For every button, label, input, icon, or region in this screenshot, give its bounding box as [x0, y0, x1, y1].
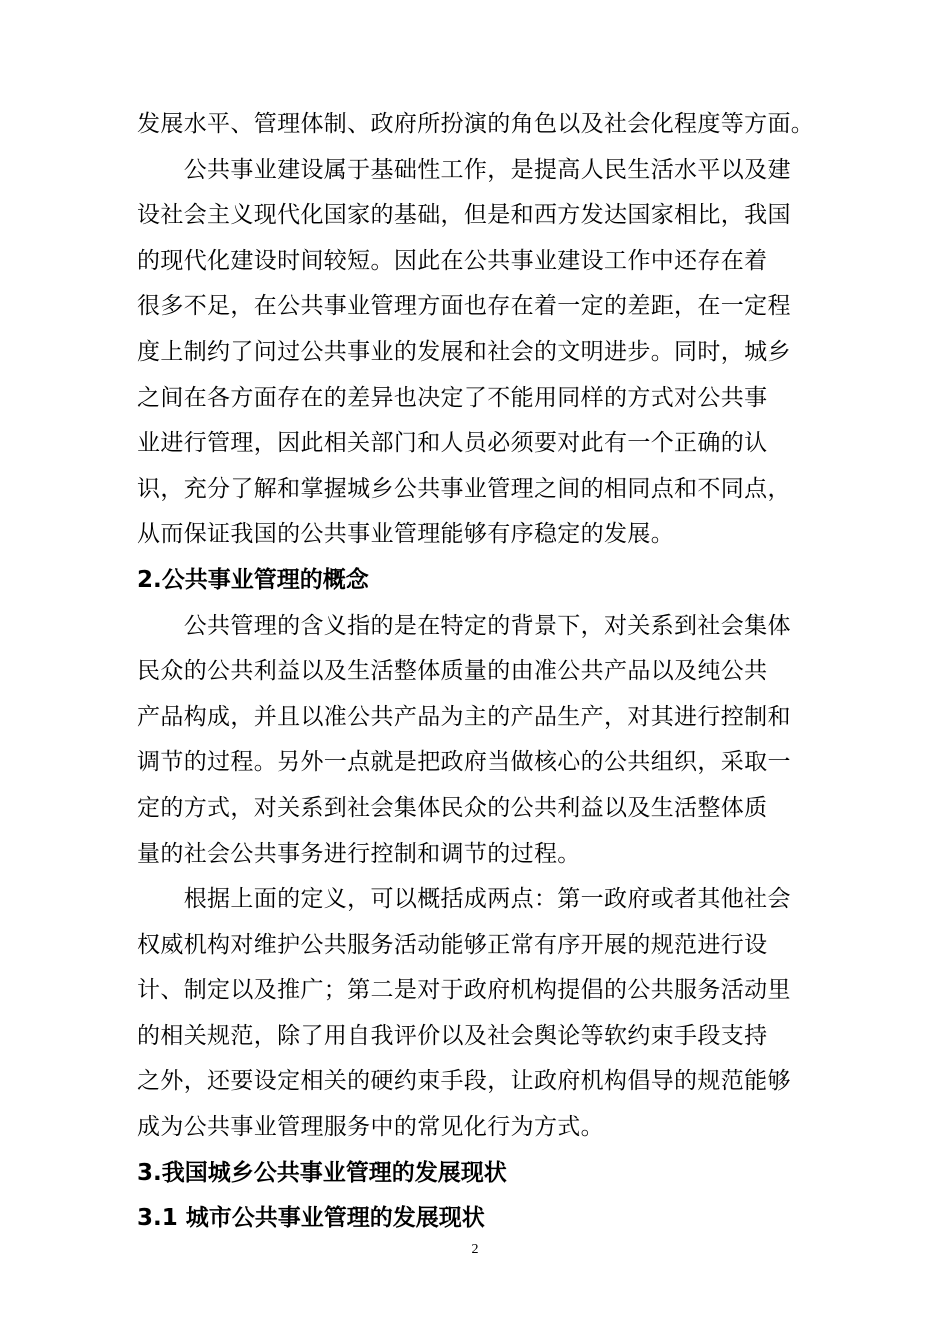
section-heading: 3.我国城乡公共事业管理的发展现状 [137, 1159, 507, 1186]
text-line: 产品构成，并且以准公共产品为主的产品生产，对其进行控制和 [137, 703, 791, 730]
text-line: 权威机构对维护公共服务活动能够正常有序开展的规范进行设 [137, 931, 768, 958]
text-line: 发展水平、管理体制、政府所扮演的角色以及社会化程度等方面。 [137, 111, 815, 137]
text-line: 定的方式，对关系到社会集体民众的公共利益以及生活整体质 [137, 794, 768, 821]
paragraph [137, 148, 837, 558]
page-number: 2 [471, 1242, 479, 1257]
text-line: 很多不足，在公共事业管理方面也存在着一定的差距，在一定程 [137, 293, 791, 320]
text-line: 业进行管理，因此相关部门和人员必须要对此有一个正确的认 [137, 430, 768, 457]
text-line: 从而保证我国的公共事业管理能够有序稳定的发展。 [137, 521, 675, 548]
text-line: 之间在各方面存在的差异也决定了不能用同样的方式对公共事 [137, 384, 768, 411]
text-line: 根据上面的定义，可以概括成两点：第一政府或者其他社会 [137, 886, 791, 913]
text-line: 计、制定以及推广；第二是对于政府机构提倡的公共服务活动里 [137, 977, 791, 1004]
section-heading: 2.公共事业管理的概念 [137, 566, 369, 593]
text-line: 量的社会公共事务进行控制和调节的过程。 [137, 840, 581, 867]
text-line: 识，充分了解和掌握城乡公共事业管理之间的相同点和不同点， [137, 475, 791, 502]
paragraph [137, 604, 837, 878]
page-body [137, 102, 837, 1242]
text-line: 的现代化建设时间较短。因此在公共事业建设工作中还存在着 [137, 247, 768, 274]
paragraph [137, 102, 837, 148]
text-line: 的相关规范，除了用自我评价以及社会舆论等软约束手段支持 [137, 1022, 768, 1049]
text-line: 设社会主义现代化国家的基础，但是和西方发达国家相比，我国 [137, 202, 791, 229]
text-line: 度上制约了问过公共事业的发展和社会的文明进步。同时，城乡 [137, 338, 791, 365]
text-line: 之外，还要设定相关的硬约束手段，让政府机构倡导的规范能够 [137, 1068, 791, 1095]
text-line: 民众的公共利益以及生活整体质量的由准公共产品以及纯公共 [137, 658, 768, 685]
subsection-heading: 3.1 城市公共事业管理的发展现状 [137, 1205, 485, 1232]
paragraph [137, 877, 837, 1151]
text-line: 公共管理的含义指的是在特定的背景下，对关系到社会集体 [137, 612, 791, 639]
text-line: 成为公共事业管理服务中的常见化行为方式。 [137, 1114, 604, 1141]
text-line: 公共事业建设属于基础性工作，是提高人民生活水平以及建 [137, 156, 791, 183]
text-line: 调节的过程。另外一点就是把政府当做核心的公共组织，采取一 [137, 749, 791, 776]
